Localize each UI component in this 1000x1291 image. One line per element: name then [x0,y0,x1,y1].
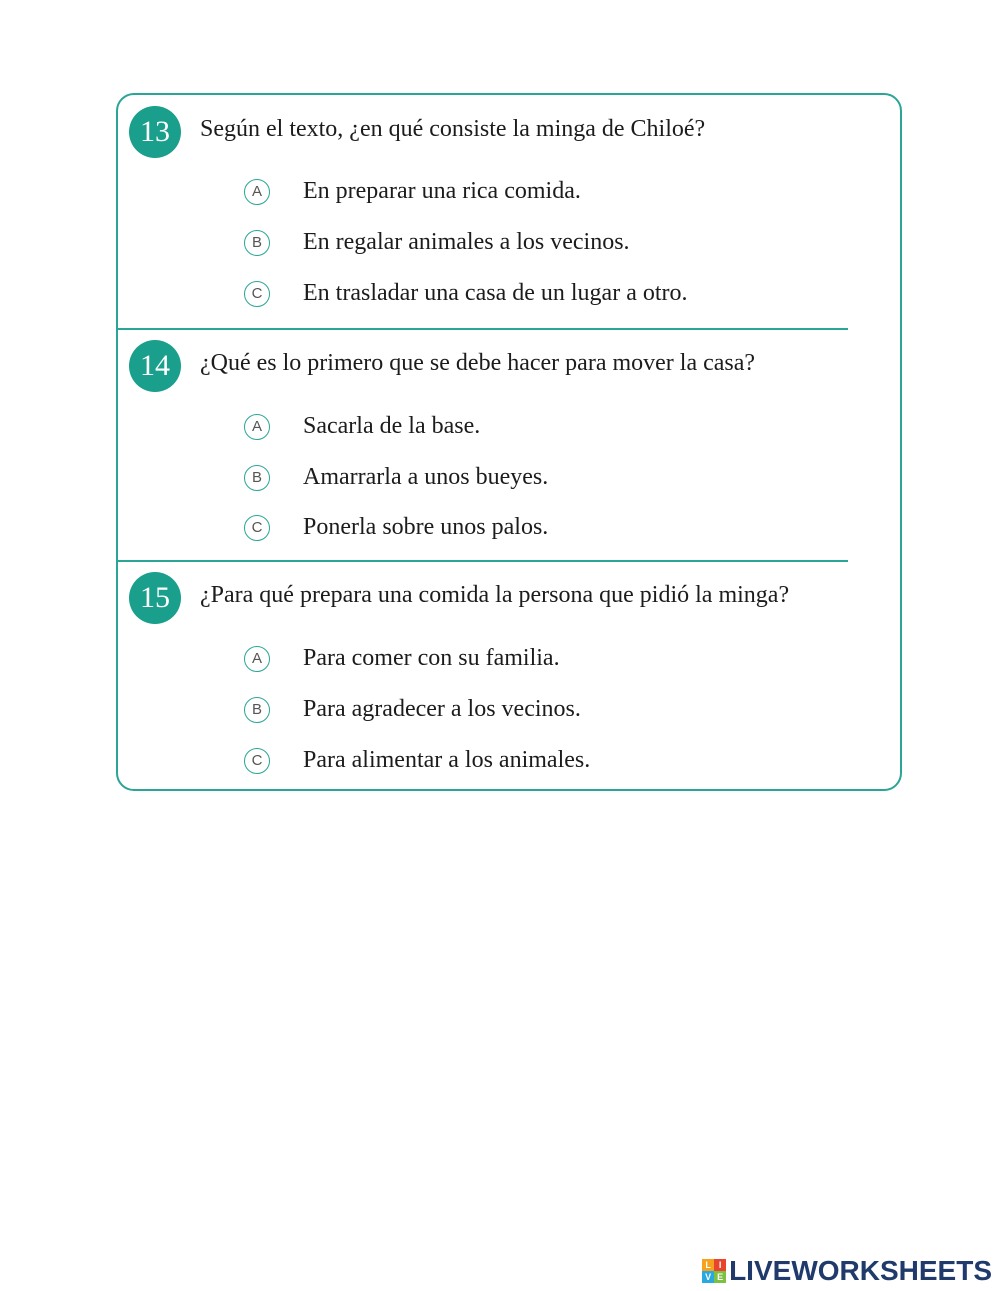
logo-tile: I [714,1259,726,1271]
question-number-badge: 14 [129,340,181,392]
option-text: Para comer con su familia. [303,645,560,671]
option-text: Amarrarla a unos bueyes. [303,464,549,490]
option-text: En regalar animales a los vecinos. [303,229,630,255]
section-divider [118,328,848,330]
option-text: Para agradecer a los vecinos. [303,696,581,722]
liveworksheets-logo-icon [702,1259,726,1283]
logo-tile: V [702,1271,714,1283]
brand-name: LIVEWORKSHEETS [729,1255,992,1286]
option-letter-circle[interactable]: B [244,230,270,256]
quiz-panel [116,93,902,791]
section-divider [118,560,848,562]
option-text: Ponerla sobre unos palos. [303,514,549,540]
logo-tile: L [702,1259,714,1271]
question-text: ¿Qué es lo primero que se debe hacer para mover la casa? [200,350,756,376]
question-text: Según el texto, ¿en qué consiste la minga de Chiloé? [200,116,706,142]
option-letter-circle[interactable]: B [244,697,270,723]
option-letter-circle[interactable]: A [244,414,270,440]
option-letter-circle[interactable]: C [244,748,270,774]
option-letter-circle[interactable]: A [244,179,270,205]
option-text: Sacarla de la base. [303,413,481,439]
question-text: ¿Para qué prepara una comida la persona que pidió la minga? [200,582,790,608]
liveworksheets-brand [702,1255,992,1287]
option-letter-circle[interactable]: B [244,465,270,491]
option-text: En preparar una rica comida. [303,178,581,204]
logo-tile: E [714,1271,726,1283]
question-number-badge: 13 [129,106,181,158]
option-text: En trasladar una casa de un lugar a otro. [303,280,688,306]
option-letter-circle[interactable]: A [244,646,270,672]
option-letter-circle[interactable]: C [244,515,270,541]
option-text: Para alimentar a los animales. [303,747,591,773]
question-number-badge: 15 [129,572,181,624]
option-letter-circle[interactable]: C [244,281,270,307]
